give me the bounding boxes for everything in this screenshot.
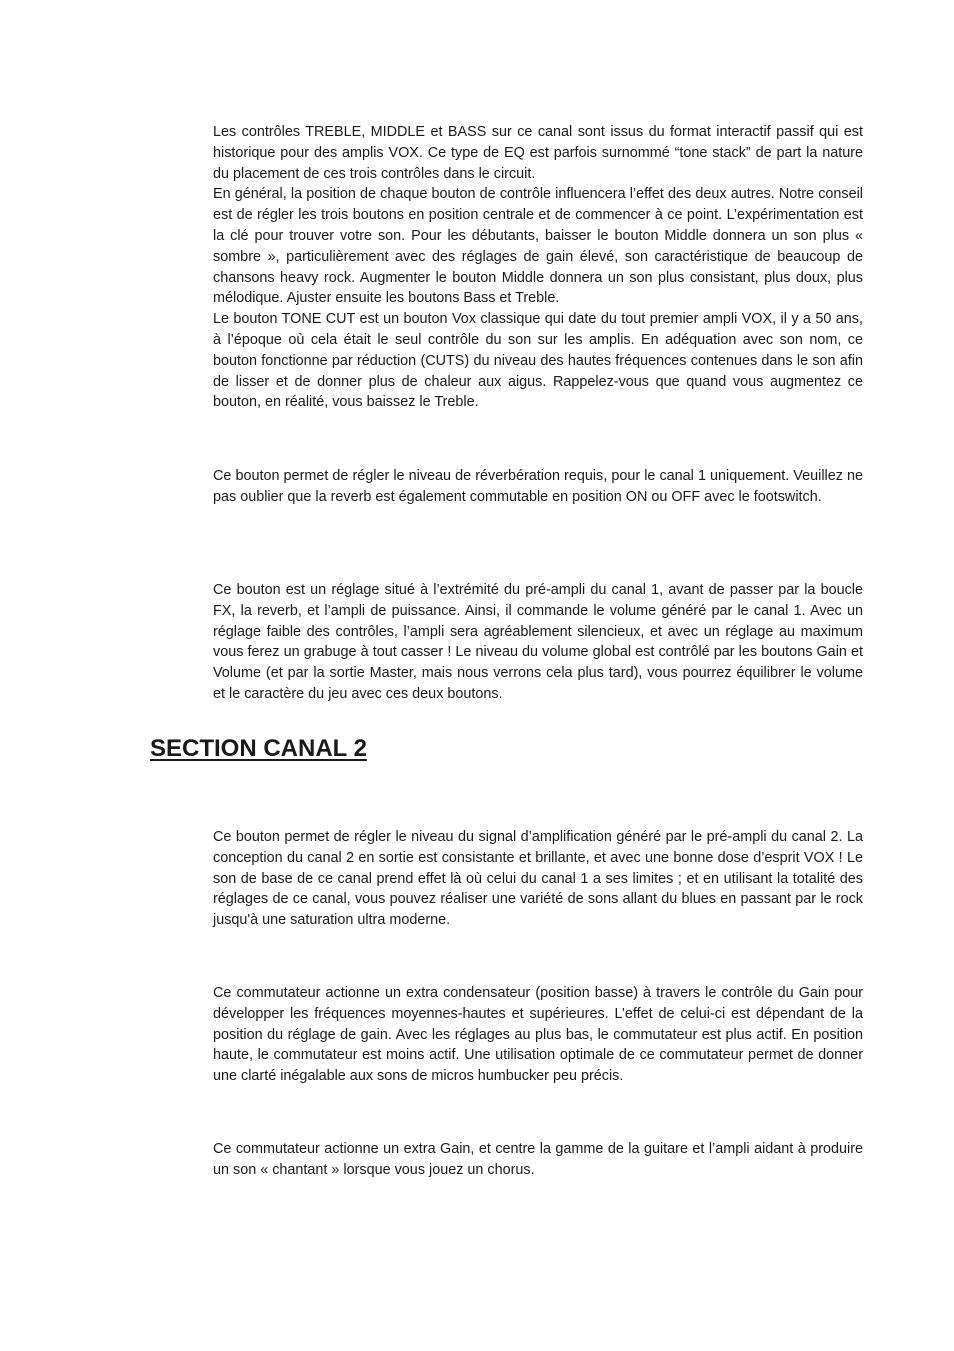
reverb-paragraph: Ce bouton permet de régler le niveau de réverbération requis, pour le canal 1 uniquement. Veuillez ne pas oublier que la reverb est également commutable en position ON ou OFF avec le footswitch.: [213, 468, 863, 505]
volume-paragraph: Ce bouton est un réglage situé à l’extrémité du pré-ampli du canal 1, avant de passer par la boucle FX, la reverb, et l’ampli de puissance. Ainsi, il commande le volume généré par le canal 1. Avec un réglage faible des contrôles, l’ampli sera agréablement silencieux, et avec un réglage au maximum vous ferez un grabuge à tout casser ! Le niveau du volume global est contrôlé par les boutons Gain et Volume (et par la sortie Master, mais nous verrons cela plus tard), vous pourrez équilibrer le volume et le caractère du jeu avec ces deux boutons.: [213, 582, 863, 702]
section-title: SECTION CANAL 2: [150, 735, 367, 762]
boost-switch-paragraph: Ce commutateur actionne un extra Gain, et centre la gamme de la guitare et l’ampli aidant à produire un son « chantant » lorsque vous jouez un chorus.: [213, 1141, 863, 1178]
bright-switch-paragraph: Ce commutateur actionne un extra condensateur (position basse) à travers le contrôle du Gain pour développer les fréquences moyennes-hautes et supérieures. L’effet de celui-ci est dépendant de la position du réglage de gain. Avec les réglages au plus bas, le commutateur est plus actif. En position haute, le commutateur est moins actif. Une utilisation optimale de ce commutateur permet de donner une clarté inégalable aux sons de micros humbucker peu précis.: [213, 985, 863, 1085]
eq-tone-stack-text: Les contrôles TREBLE, MIDDLE et BASS sur ce canal sont issus du format interactif passif qui est historique pour des amplis VOX. Ce type de EQ est parfois surnommé “tone stack” de part la nature du placement de ces trois contrôles dans le circuit.: [213, 124, 863, 182]
gain-paragraph: Ce bouton permet de régler le niveau du signal d’amplification généré par le pré-ampli du canal 2. La conception du canal 2 en sortie est consistante et brillante, et avec une bonne dose d’esprit VOX ! Le son de base de ce canal prend effet là où celui du canal 1 a ses limites ; et en utilisant la totalité des réglages de ce canal, vous pouvez réaliser une variété de sons allant du blues en passant par le rock jusqu'à une saturation ultra moderne.: [213, 829, 863, 929]
eq-controls-paragraph: [213, 122, 863, 413]
tone-cut-text: Le bouton TONE CUT est un bouton Vox classique qui date du tout premier ampli VOX, il y a 50 ans, à l’époque où cela était le seul contrôle du son sur les amplis. En adéquation avec son nom, ce bouton fonctionne par réduction (CUTS) du niveau des hautes fréquences contenues dans le son afin de lisser et de donner plus de chaleur aux aigus. Rappelez-vous que quand vous augmentez ce bouton, en réalité, vous baissez le Treble.: [213, 311, 863, 411]
eq-settings-advice-text: En général, la position de chaque bouton de contrôle influencera l’effet des deux autres. Notre conseil est de régler les trois boutons en position centrale et de commencer à ce point. L’expérimentation est la clé pour trouver votre son. Pour les débutants, baisser le bouton Middle donnera un son plus « sombre », particulièrement avec des réglages de gain élevé, son caractéristique de beaucoup de chansons heavy rock. Augmenter le bouton Middle donnera un son plus consistant, plus doux, plus mélodique. Ajuster ensuite les boutons Bass et Treble.: [213, 186, 863, 307]
